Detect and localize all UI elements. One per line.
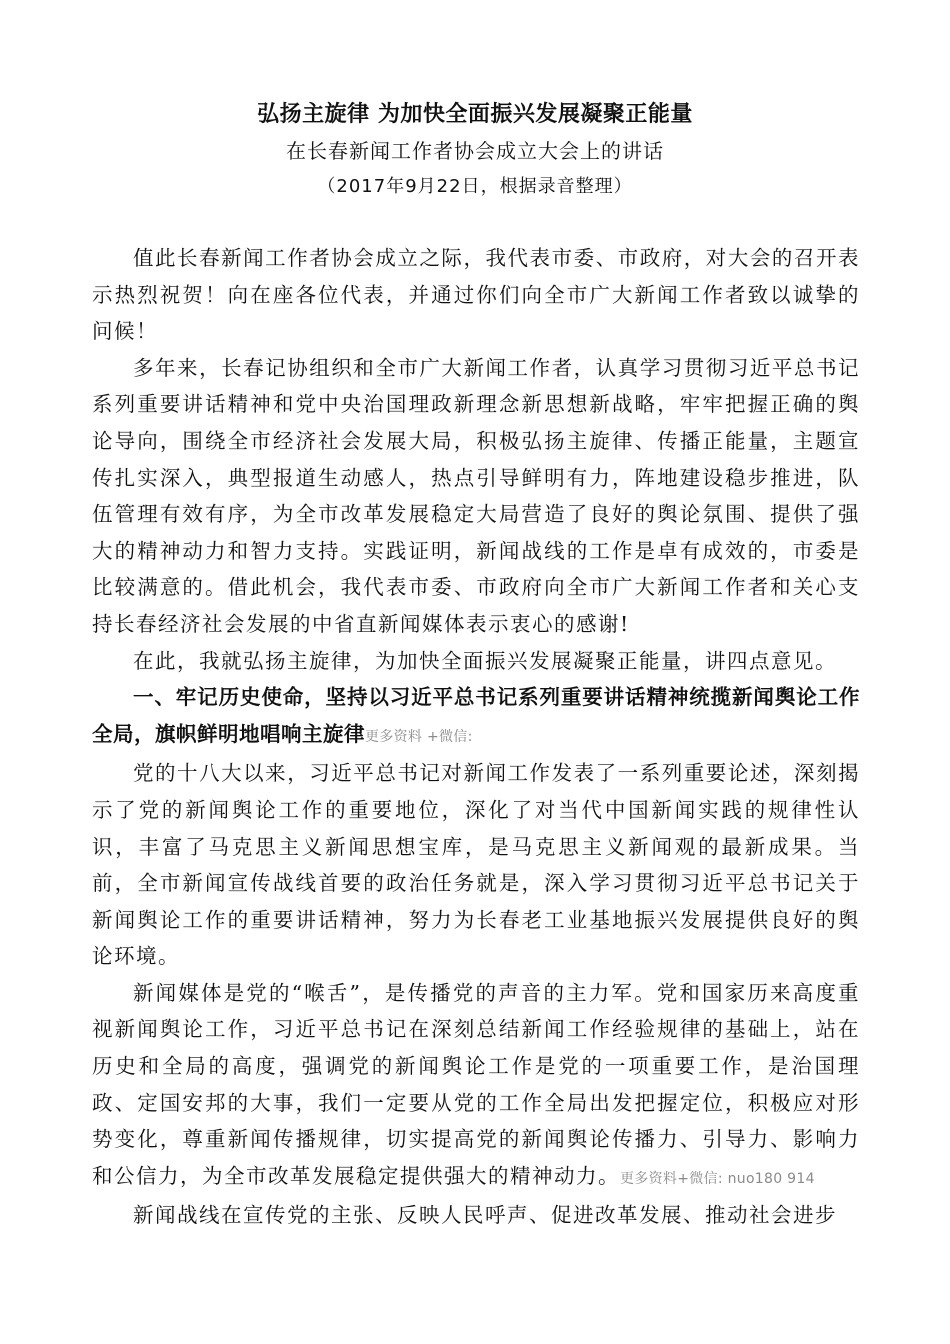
document-title: 弘扬主旋律 为加快全面振兴发展凝聚正能量 <box>257 101 693 127</box>
watermark-note: 更多资料 +微信: <box>365 728 473 745</box>
section-heading-1 <box>92 679 860 755</box>
paragraph-outline: 在此，我就弘扬主旋律，为加快全面振兴发展凝聚正能量，讲四点意见。 <box>133 648 837 673</box>
document-body <box>92 240 860 1234</box>
paragraph-news-media-text: 新闻媒体是党的“喉舌”，是传播党的声音的主力军。党和国家历来高度重视新闻舆论工作，习近平总书记在深刻总结新闻工作经验规律的基础上，站在历史和全局的高度，强调党的新闻舆论工作是党的一项重要工作，是治国理政、定国安邦的大事，我们一定要从党的工作全局出发把握定位，积极应对形势变化，尊重新闻传播规律，切实提高党的新闻舆论传播力、引导力、影响力和公信力，为全市改革发展稳定提供强大的精神动力。 <box>92 980 860 1188</box>
watermark-note-wechat: 更多资料+微信: nuo180 914 <box>620 1170 815 1187</box>
paragraph-eighteenth-congress: 党的十八大以来，习近平总书记对新闻工作发表了一系列重要论述，深刻揭示了党的新闻舆论工作的重要地位，深化了对当代中国新闻实践的规律性认识，丰富了马克思主义新闻思想宝库，是马克思主义新闻观的最新成果。当前，全市新闻宣传战线首要的政治任务就是，深入学习贯彻习近平总书记关于新闻舆论工作的重要讲话精神，努力为长春老工业基地振兴发展提供良好的舆论环境。 <box>92 761 860 969</box>
paragraph-achievements: 多年来，长春记协组织和全市广大新闻工作者，认真学习贯彻习近平总书记系列重要讲话精神和党中央治国理政新理念新思想新战略，牢牢把握正确的舆论导向，围绕全市经济社会发展大局，积极弘扬主旋律、传播正能量，主题宣传扎实深入，典型报道生动感人，热点引导鲜明有力，阵地建设稳步推进，队伍管理有效有序，为全市改革发展稳定大局营造了良好的舆论氛围、提供了强大的精神动力和智力支持。实践证明，新闻战线的工作是卓有成效的，市委是比较满意的。借此机会，我代表市委、市政府向全市广大新闻工作者和关心支持长春经济社会发展的中省直新闻媒体表示衷心的感谢! <box>92 355 860 636</box>
document-dateline: （2017年9月22日，根据录音整理） <box>317 176 633 197</box>
paragraph-greeting: 值此长春新闻工作者协会成立之际，我代表市委、市政府，对大会的召开表示热烈祝贺！向在座各位代表，并通过你们向全市广大新闻工作者致以诚挚的问候！ <box>92 246 860 344</box>
paragraph-news-media <box>92 975 860 1198</box>
section-heading-1-text: 一、牢记历史使命，坚持以习近平总书记系列重要讲话精神统揽新闻舆论工作全局，旗帜鲜明地唱响主旋律 <box>92 685 860 746</box>
document-subtitle: 在长春新闻工作者协会成立大会上的讲话 <box>286 139 664 163</box>
paragraph-news-front: 新闻战线在宣传党的主张、反映人民呼声、促进改革发展、推动社会进步 <box>133 1203 837 1228</box>
